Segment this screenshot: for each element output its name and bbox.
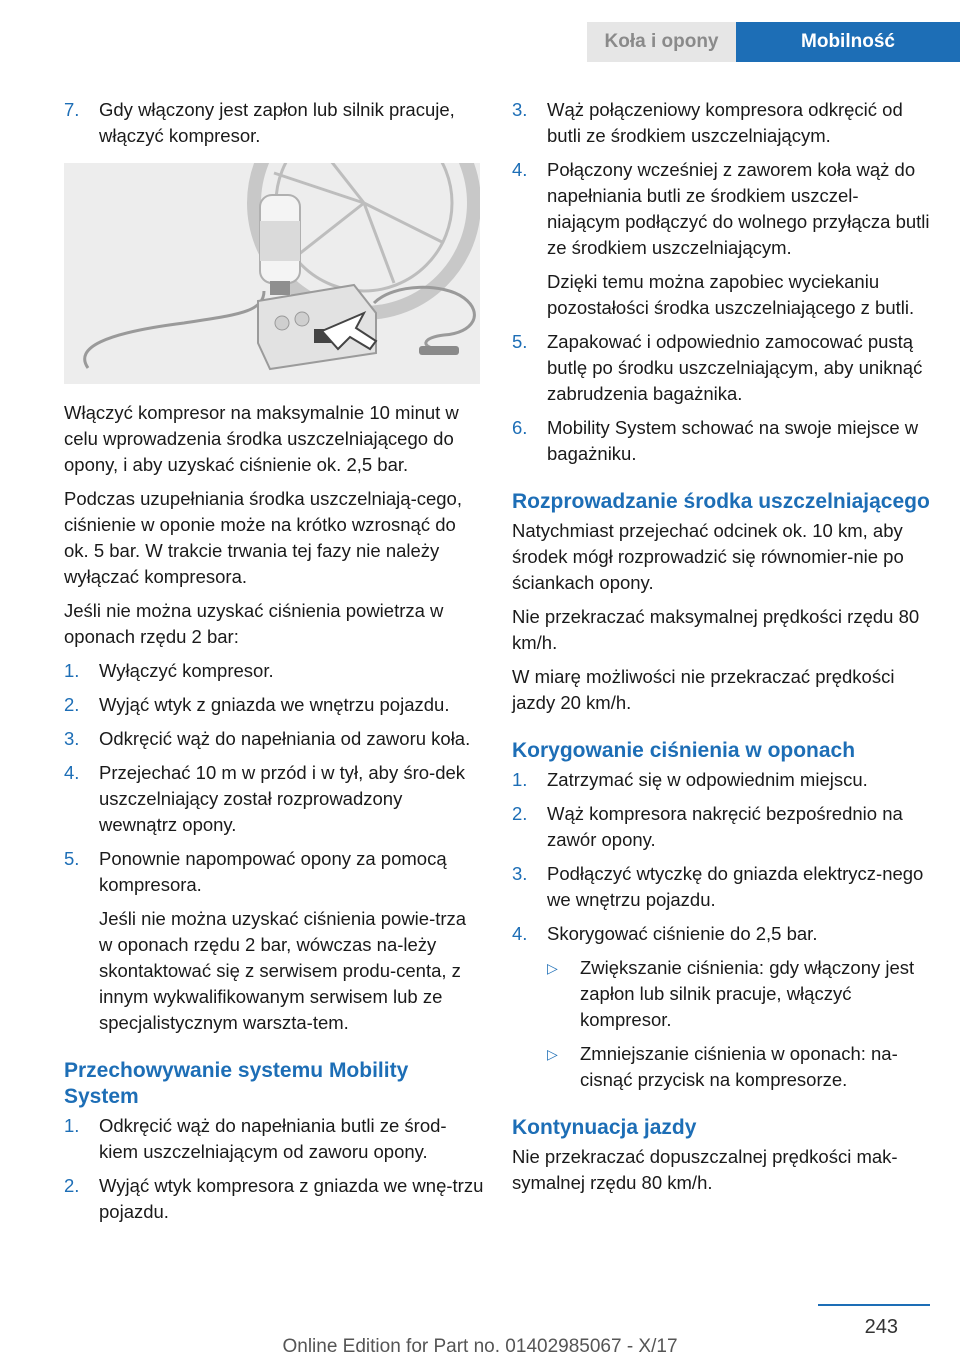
bullet-item: [547, 955, 930, 1033]
compressor-illustration: [64, 163, 480, 384]
triangle-bullet-icon: ▷: [547, 960, 558, 976]
bullet-text: Zwiększanie ciśnienia: gdy włączony jest zapłon lub silnik pracuje, włączyć kompresor.: [580, 957, 915, 1030]
list-item: [512, 921, 930, 947]
step-number: 6.: [512, 417, 528, 438]
triangle-bullet-icon: ▷: [547, 1046, 558, 1062]
chapter-tab[interactable]: Mobilność: [736, 22, 960, 62]
section-heading: Kontynuacja jazdy: [512, 1116, 697, 1139]
step-number: 1.: [512, 769, 528, 790]
step-number: 4.: [512, 923, 528, 944]
step-text: Połączony wcześniej z zaworem koła wąż do napełniania butli ze środkiem uszczel‐niającym podłączyć do wolnego przyłącza butli ze środkiem uszczelniającym.: [547, 159, 930, 258]
list-item: [512, 157, 930, 261]
section-heading: Przechowywanie systemu Mobility System: [64, 1059, 409, 1108]
step-text: Zapakować i odpowiednio zamocować pustą butlę po środku uszczelniającym, aby uniknąć zabrudzenia bagażnika.: [547, 331, 923, 404]
step-text: Podłączyć wtyczkę do gniazda elektrycz‐nego we wnętrzu pojazdu.: [547, 863, 924, 910]
step-number: 3.: [64, 728, 80, 749]
list-item: [512, 97, 930, 149]
list-item: [64, 1113, 484, 1165]
bullet-item: [547, 1041, 930, 1093]
step-text: Zatrzymać się w odpowiednim miejscu.: [547, 769, 868, 790]
right-column: [512, 97, 930, 1204]
step-number: 1.: [64, 660, 80, 681]
section-tab[interactable]: Koła i opony: [587, 22, 736, 62]
list-item: [512, 861, 930, 913]
step-text: Gdy włączony jest zapłon lub silnik pracuje, włączyć kompresor.: [99, 99, 455, 146]
step-text: Wyłączyć kompresor.: [99, 660, 274, 681]
paragraph: W miarę możliwości nie przekraczać prędkości jazdy 20 km/h.: [512, 666, 895, 713]
step-text: Odkręcić wąż do napełniania butli ze środ‐kiem uszczelniającym od zaworu opony.: [99, 1115, 447, 1162]
list-item: [512, 767, 930, 793]
list-item: [64, 760, 484, 838]
step-number: 3.: [512, 99, 528, 120]
step-number: 3.: [512, 863, 528, 884]
page-number-rule: [818, 1304, 930, 1306]
left-column: [64, 97, 484, 1233]
list-item: [64, 692, 484, 718]
paragraph: Nie przekraczać maksymalnej prędkości rzędu 80 km/h.: [512, 606, 920, 653]
paragraph: Nie przekraczać dopuszczalnej prędkości mak‐symalnej rzędu 80 km/h.: [512, 1146, 898, 1193]
page-header: [0, 0, 960, 62]
list-item: [64, 846, 484, 898]
step-number: 2.: [64, 694, 80, 715]
section-heading: Korygowanie ciśnienia w oponach: [512, 739, 856, 762]
paragraph: Jeśli nie można uzyskać ciśnienia powietrza w oponach rzędu 2 bar:: [64, 600, 444, 647]
section-heading: Rozprowadzanie środka uszczelniającego: [512, 490, 930, 513]
step-text: Przejechać 10 m w przód i w tył, aby śro‐dek uszczelniający został rozprowadzony wewnątrz opony.: [99, 762, 466, 835]
list-item: [64, 97, 484, 149]
step-number: 2.: [512, 803, 528, 824]
step-number: 4.: [512, 159, 528, 180]
step-number: 4.: [64, 762, 80, 783]
step-number: 7.: [64, 99, 80, 120]
step-text: Mobility System schować na swoje miejsce w bagażniku.: [547, 417, 919, 464]
paragraph: Podczas uzupełniania środka uszczelniają‐cego, ciśnienie w oponie może na krótko wzrosnąć do ok. 5 bar. W trakcie trwania tej fazy nie należy wyłączać kompresora.: [64, 488, 462, 587]
step-text: Wyjąć wtyk z gniazda we wnętrzu pojazdu.: [99, 694, 450, 715]
list-item: [512, 329, 930, 407]
list-item: [64, 726, 484, 752]
bullet-text: Zmniejszanie ciśnienia w oponach: na‐cisnąć przycisk na kompresorze.: [580, 1043, 898, 1090]
step-note: Jeśli nie można uzyskać ciśnienia powie‐trza w oponach rzędu 2 bar, wówczas na‐leży skontaktować się z serwisem produ‐centa, z innym wykwalifikowanym serwisem lub ze specjalistycznym warszta‐tem.: [99, 908, 467, 1033]
paragraph: Natychmiast przejechać odcinek ok. 10 km, aby środek mógł rozprowadzić się równomier‐nie po ściankach opony.: [512, 520, 904, 593]
list-item: [512, 801, 930, 853]
step-text: Odkręcić wąż do napełniania od zaworu koła.: [99, 728, 471, 749]
step-number: 2.: [64, 1175, 80, 1196]
step-number: 5.: [64, 848, 80, 869]
compressor-image: [64, 163, 480, 384]
edition-footer: Online Edition for Part no. 01402985067 - X/17: [282, 1336, 678, 1357]
step-text: Wyjąć wtyk kompresora z gniazda we wnę‐trzu pojazdu.: [99, 1175, 484, 1222]
step-text: Wąż połączeniowy kompresora odkręcić od butli ze środkiem uszczelniającym.: [547, 99, 903, 146]
step-number: 1.: [64, 1115, 80, 1136]
paragraph: Włączyć kompresor na maksymalnie 10 minut w celu wprowadzenia środka uszczelniającego do opony, i aby uzyskać ciśnienie ok. 2,5 bar.: [64, 402, 459, 475]
list-item: [64, 1173, 484, 1225]
step-text: Wąż kompresora nakręcić bezpośrednio na zawór opony.: [547, 803, 903, 850]
list-item: [512, 415, 930, 467]
step-text: Skorygować ciśnienie do 2,5 bar.: [547, 923, 818, 944]
list-item: [64, 658, 484, 684]
step-note: Dzięki temu można zapobiec wyciekaniu pozostałości środka uszczelniającego z butli.: [547, 271, 915, 318]
step-text: Ponownie napompować opony za pomocą kompresora.: [99, 848, 447, 895]
page-number: 243: [864, 1316, 898, 1338]
step-number: 5.: [512, 331, 528, 352]
